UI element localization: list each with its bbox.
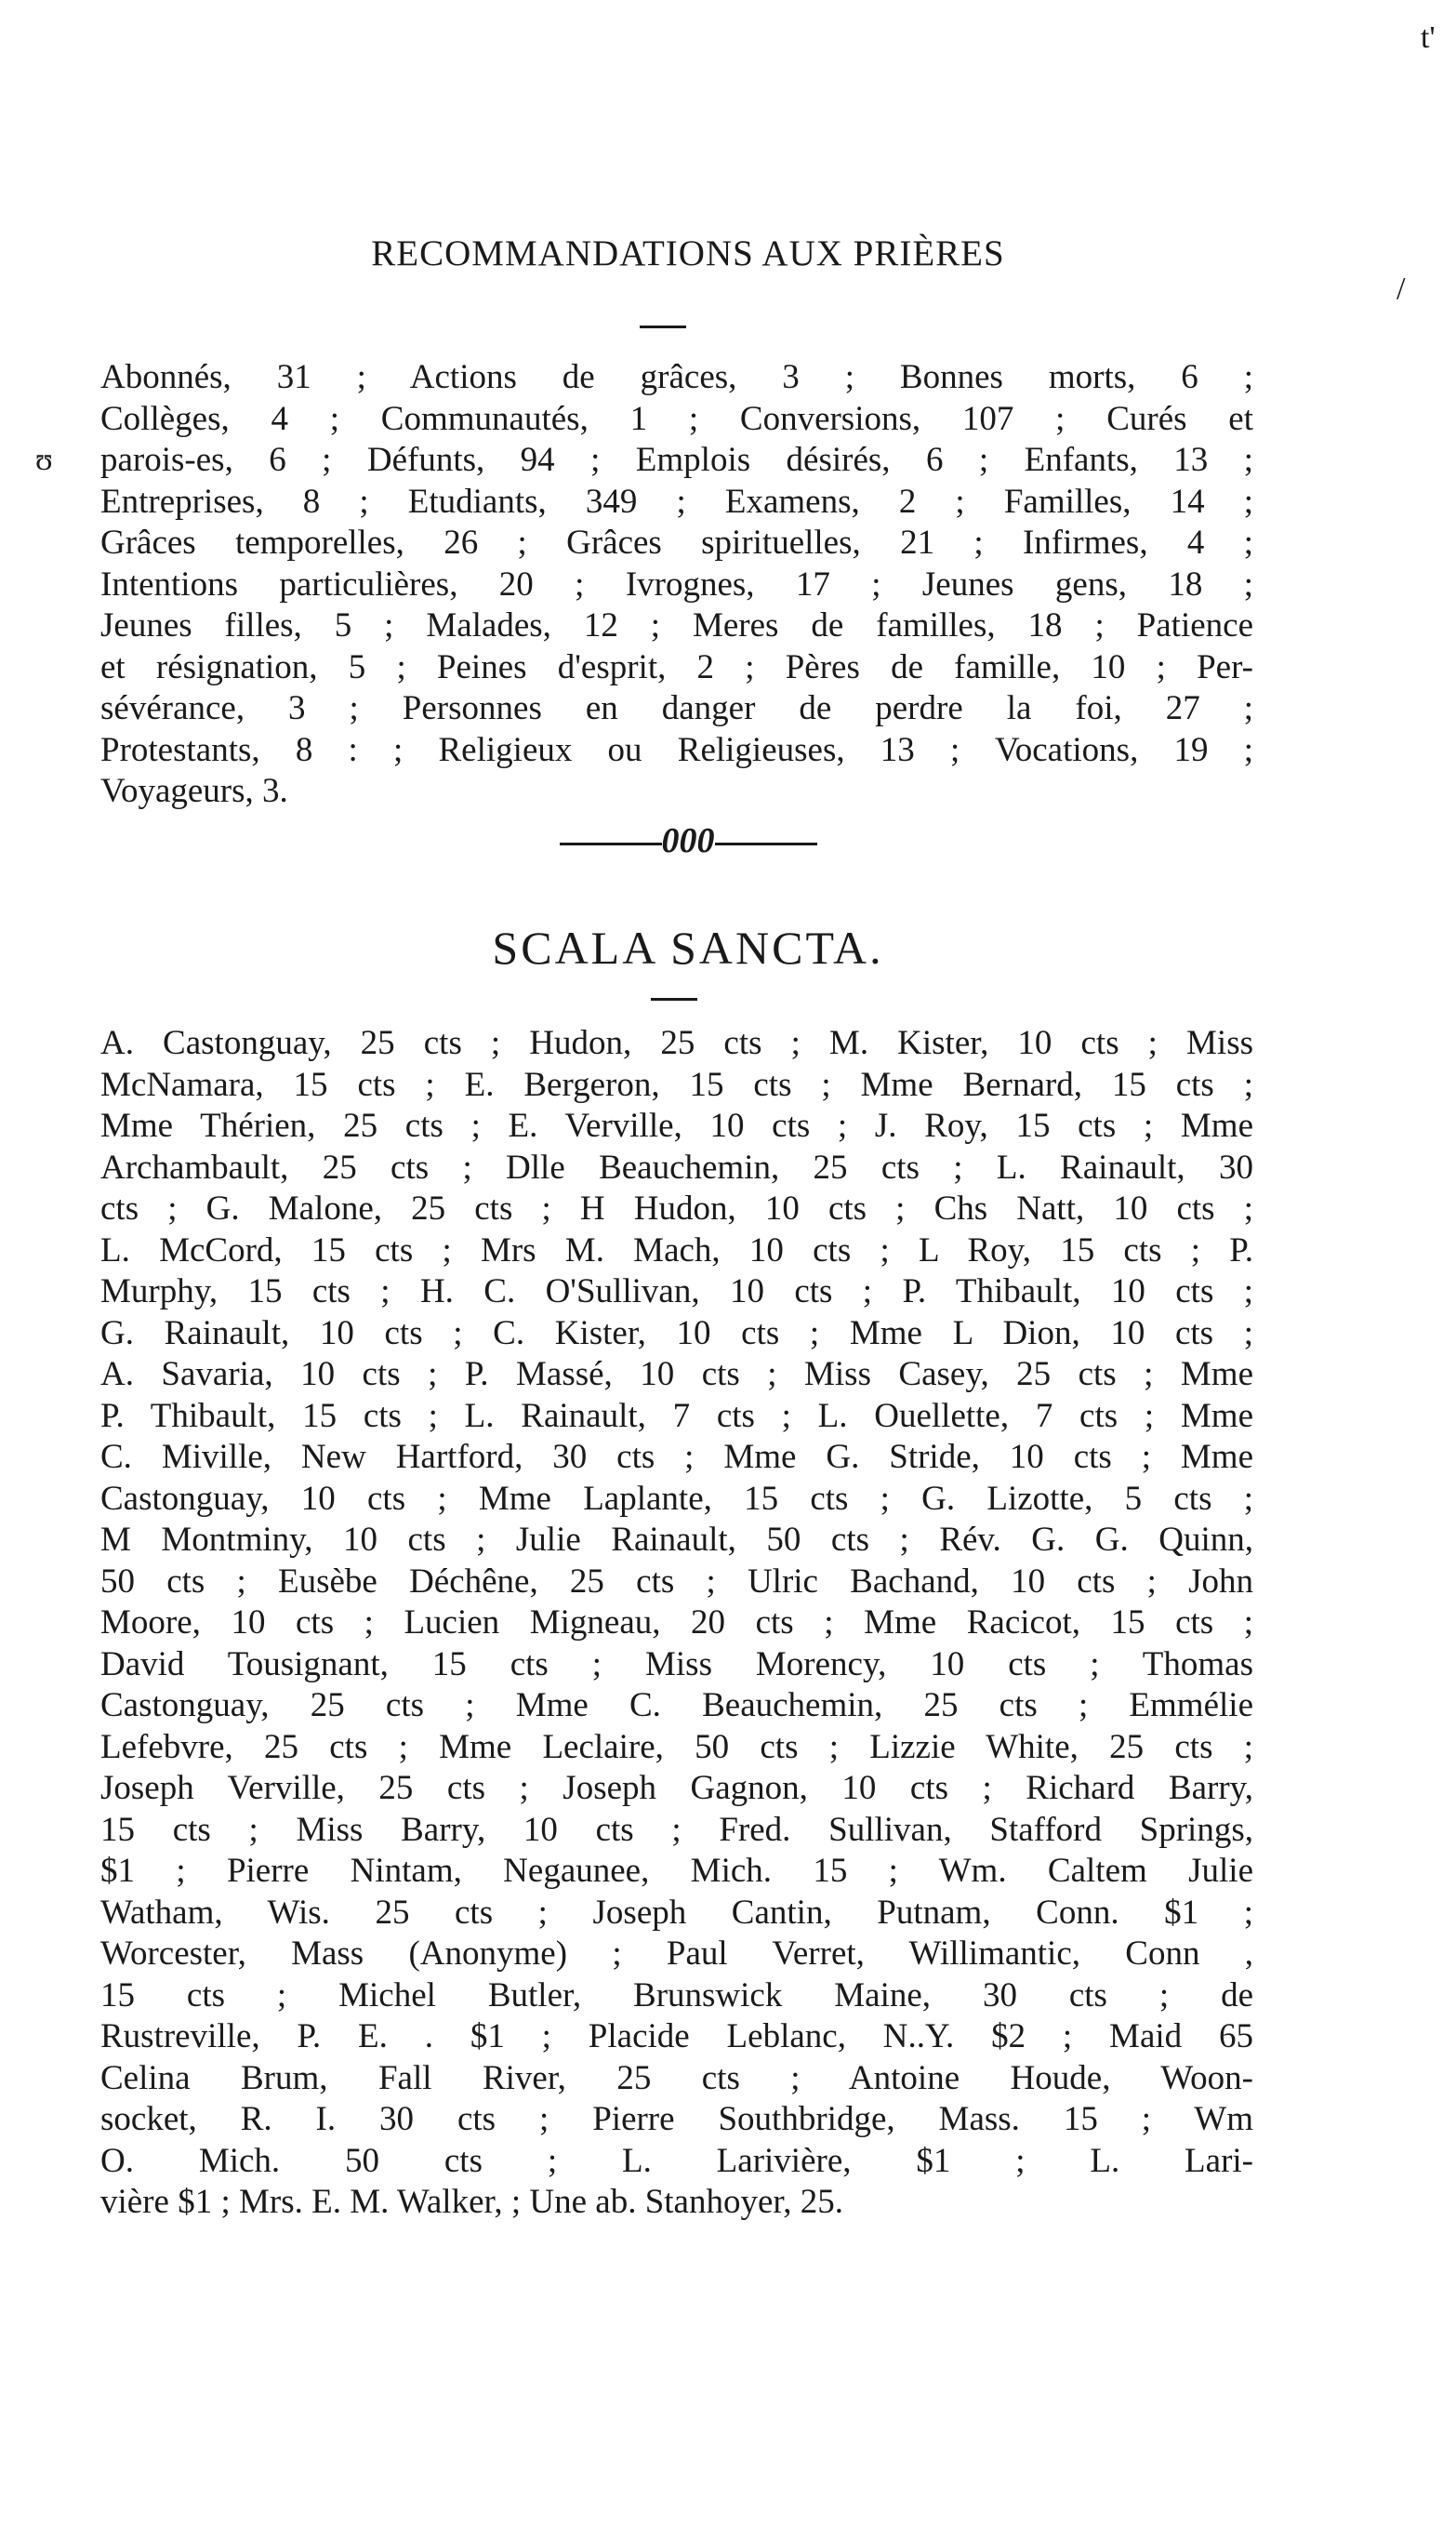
section-title-recommandations: RECOMMANDATIONS AUX PRIÈRES: [371, 233, 1005, 273]
text-line: Murphy, 15 cts ; H. C. O'Sullivan, 10 cts ; P. Thibault, 10 cts ;: [100, 1272, 1253, 1310]
section-divider: [0, 820, 1376, 861]
text-line: Entreprises, 8 ; Etudiants, 349 ; Examens, 2 ; Familles, 14 ;: [100, 482, 1253, 521]
text-line: Jeunes filles, 5 ; Malades, 12 ; Meres de familles, 18 ; Patience: [100, 606, 1253, 645]
text-line: P. Thibault, 15 cts ; L. Rainault, 7 cts ; L. Ouellette, 7 cts ; Mme: [100, 1396, 1253, 1435]
title-dash: [640, 326, 686, 328]
divider-text: 000: [661, 821, 715, 860]
text-line: cts ; G. Malone, 25 cts ; H Hudon, 10 cts ; Chs Natt, 10 cts ;: [100, 1190, 1253, 1228]
text-line: Mme Thérien, 25 cts ; E. Verville, 10 cts ; J. Roy, 15 cts ; Mme: [100, 1107, 1253, 1145]
text-line: L. McCord, 15 cts ; Mrs M. Mach, 10 cts ; L Roy, 15 cts ; P.: [100, 1230, 1253, 1270]
text-line: Protestants, 8 : ; Religieux ou Religieuses, 13 ; Vocations, 19 ;: [100, 730, 1253, 769]
text-line: Castonguay, 10 cts ; Mme Laplante, 15 cts ; G. Lizotte, 5 cts ;: [100, 1479, 1253, 1518]
recommandations-paragraph: [100, 357, 1253, 813]
text-line: parois-es, 6 ; Défunts, 94 ; Emplois désirés, 6 ; Enfants, 13 ;: [100, 441, 1253, 479]
text-line: Lefebvre, 25 cts ; Mme Leclaire, 50 cts ; Lizzie White, 25 cts ;: [100, 1727, 1253, 1766]
text-line: Watham, Wis. 25 cts ; Joseph Cantin, Putnam, Conn. $1 ;: [100, 1893, 1253, 1932]
divider-rule-right: [715, 843, 817, 845]
text-line: M Montminy, 10 cts ; Julie Rainault, 50 cts ; Rév. G. G. Quinn,: [100, 1521, 1253, 1559]
text-line: Grâces temporelles, 26 ; Grâces spirituelles, 21 ; Infirmes, 4 ;: [100, 524, 1253, 562]
text-line: Worcester, Mass (Anonyme) ; Paul Verret, Willimantic, Conn ,: [100, 1934, 1253, 1973]
text-line: Collèges, 4 ; Communautés, 1 ; Conversions, 107 ; Curés et: [100, 399, 1253, 438]
text-line: G. Rainault, 10 cts ; C. Kister, 10 cts ; Mme L Dion, 10 cts ;: [100, 1313, 1253, 1352]
text-line: socket, R. I. 30 cts ; Pierre Southbridge, Mass. 15 ; Wm: [100, 2100, 1253, 2138]
text-line: Joseph Verville, 25 cts ; Joseph Gagnon, 10 cts ; Richard Barry,: [100, 1769, 1253, 1807]
edge-mark: /: [1396, 272, 1406, 306]
text-line: $1 ; Pierre Nintam, Negaunee, Mich. 15 ; Wm. Caltem Julie: [100, 1852, 1253, 1890]
text-line: 50 cts ; Eusèbe Déchêne, 25 cts ; Ulric Bachand, 10 cts ; John: [100, 1562, 1253, 1601]
text-line: Abonnés, 31 ; Actions de grâces, 3 ; Bonnes morts, 6 ;: [100, 358, 1253, 396]
scala-sancta-paragraph: [100, 1023, 1253, 2224]
margin-mark: ʊ: [35, 443, 53, 477]
corner-mark: t': [1421, 20, 1436, 55]
text-line: A. Castonguay, 25 cts ; Hudon, 25 cts ; M. Kister, 10 cts ; Miss: [100, 1024, 1253, 1062]
text-line: sévérance, 3 ; Personnes en danger de perdre la foi, 27 ;: [100, 689, 1253, 727]
text-line: O. Mich. 50 cts ; L. Larivière, $1 ; L. Lari-: [100, 2141, 1253, 2180]
text-line: Celina Brum, Fall River, 25 cts ; Antoine Houde, Woon-: [100, 2058, 1253, 2097]
text-line: Archambault, 25 cts ; Dlle Beauchemin, 25 cts ; L. Rainault, 30: [100, 1148, 1253, 1187]
section-title-scala-sancta: SCALA SANCTA.: [492, 922, 884, 974]
text-line: A. Savaria, 10 cts ; P. Massé, 10 cts ; Miss Casey, 25 cts ; Mme: [100, 1355, 1253, 1393]
text-line: McNamara, 15 cts ; E. Bergeron, 15 cts ; Mme Bernard, 15 cts ;: [100, 1065, 1253, 1104]
text-line: et résignation, 5 ; Peines d'esprit, 2 ; Pères de famille, 10 ; Per-: [100, 647, 1253, 686]
text-line: David Tousignant, 15 cts ; Miss Morency, 10 cts ; Thomas: [100, 1644, 1253, 1683]
divider-rule-left: [560, 843, 662, 845]
text-line: Rustreville, P. E. . $1 ; Placide Leblanc, N..Y. $2 ; Maid 65: [100, 2017, 1253, 2055]
text-line: vière $1 ; Mrs. E. M. Walker, ; Une ab. Stanhoyer, 25.: [100, 2183, 843, 2221]
title-dash: [651, 998, 697, 1001]
text-line: Castonguay, 25 cts ; Mme C. Beauchemin, 25 cts ; Emmélie: [100, 1686, 1253, 1724]
text-line: 15 cts ; Miss Barry, 10 cts ; Fred. Sullivan, Stafford Springs,: [100, 1810, 1253, 1849]
text-line: Intentions particulières, 20 ; Ivrognes, 17 ; Jeunes gens, 18 ;: [100, 565, 1253, 604]
text-line: Voyageurs, 3.: [100, 772, 288, 810]
text-line: Moore, 10 cts ; Lucien Migneau, 20 cts ; Mme Racicot, 15 cts ;: [100, 1603, 1253, 1642]
text-line: C. Miville, New Hartford, 30 cts ; Mme G. Stride, 10 cts ; Mme: [100, 1438, 1253, 1476]
text-line: 15 cts ; Michel Butler, Brunswick Maine, 30 cts ; de: [100, 1975, 1253, 2014]
